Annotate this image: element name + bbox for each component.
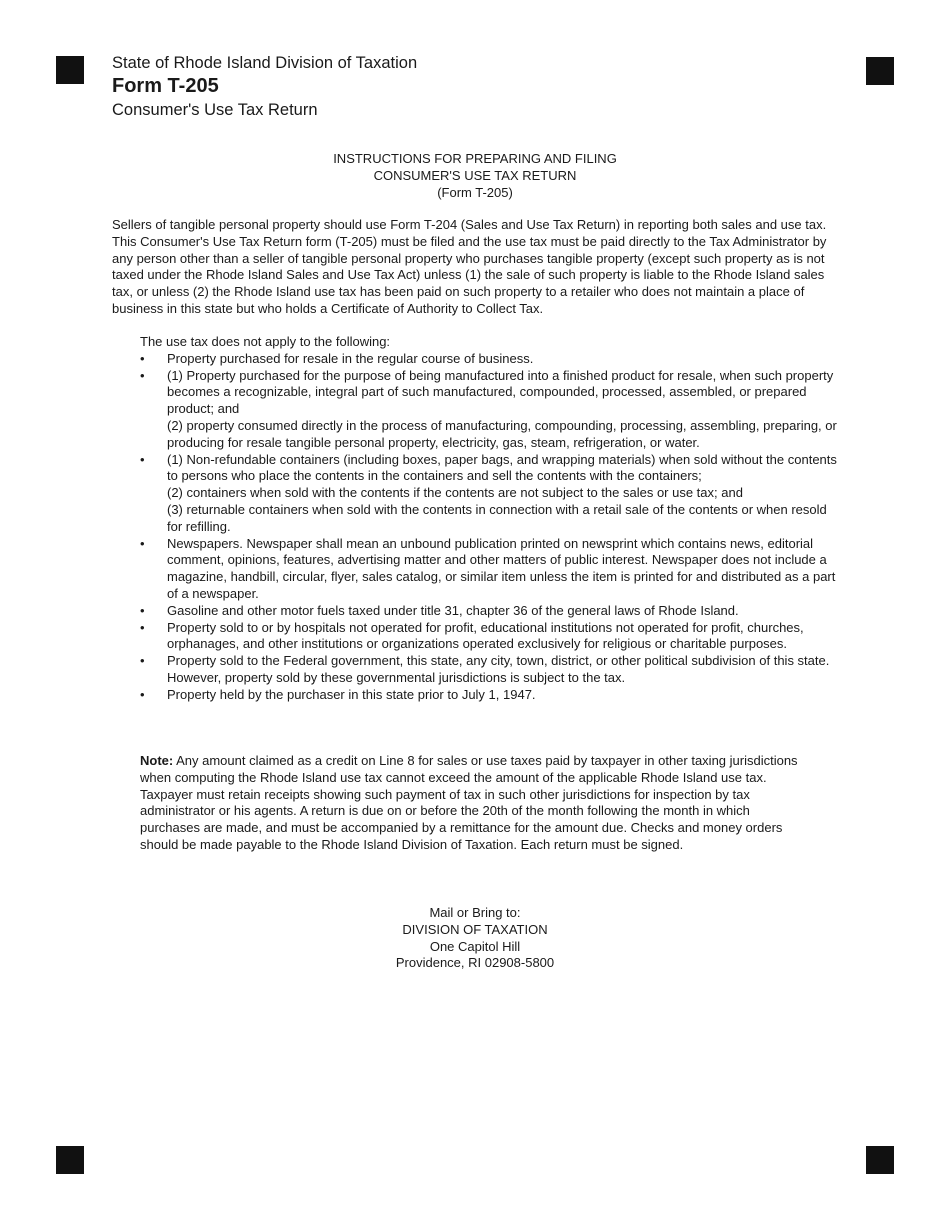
exemption-text: Property sold to the Federal government, this state, any city, town, district, or other political subdivision of this state. However, property sold by these governmental jurisdictions is subject to the tax. [167,653,830,685]
mail-agency: DIVISION OF TAXATION [402,921,548,937]
exemption-item [140,452,840,536]
exemption-item [140,653,840,687]
exemption-item [140,536,840,603]
exemption-text: Gasoline and other motor fuels taxed under title 31, chapter 36 of the general laws of Rhode Island. [167,602,739,618]
registration-mark-bottom-left [56,1146,84,1174]
exemptions-list [140,351,840,704]
form-title: Consumer's Use Tax Return [112,101,318,119]
note-label: Note: [140,753,174,768]
exemption-item [140,351,840,368]
registration-mark-bottom-right [866,1146,894,1174]
bullet-icon: • [140,686,145,702]
bullet-icon: • [140,367,145,383]
bullet-icon: • [140,653,145,669]
exemptions-section [140,334,840,704]
exemption-text: (1) Property purchased for the purpose of being manufactured into a finished product for resale, when such property becomes a recognizable, integral part of such manufactured, compounded, processed, assembled, or prepared product; and [167,367,834,417]
exemption-text: (3) returnable containers when sold with the contents in connection with a retail sale of the contents or when resold for refilling. [167,501,827,534]
mailing-address [0,905,950,972]
bullet-icon: • [140,619,145,635]
bullet-icon: • [140,350,145,366]
mail-city: Providence, RI 02908-5800 [395,955,555,971]
exemption-text: Property purchased for resale in the regular course of business. [167,350,534,366]
exemption-text: (1) Non-refundable containers (including boxes, paper bags, and wrapping materials) when sold without the contents to persons who place the contents in the containers and sell the contents with the containers; [167,451,837,484]
exemption-item [140,368,840,452]
exemption-text: Property sold to or by hospitals not operated for profit, educational institutions not operated for profit, churches, orphanages, and other institutions or organizations operated exclusively for religious or charitable purposes. [167,619,804,652]
form-number: Form T-205 [112,75,219,97]
exemption-text: Newspapers. Newspaper shall mean an unbound publication printed on newsprint which contains news, editorial comment, opinions, features, advertising matter and other matters of public interest. Newspaper does not include a magazine, handbill, circular, flyer, sales catalog, or similar item unless the item is printed for and distributed as a part of a newspaper. [167,535,836,601]
exemption-item [140,620,840,654]
agency-name: State of Rhode Island Division of Taxation [112,54,418,72]
exemption-item [140,687,840,704]
exemption-text: (2) property consumed directly in the process of manufacturing, compounding, processing, assembling, preparing, or producing for resale tangible personal property, electricity, gas, steam, refrigeration, or water. [167,417,837,450]
instructions-heading-line2: CONSUMER'S USE TAX RETURN [373,168,577,183]
exemption-item [140,603,840,620]
instructions-heading-line1: INSTRUCTIONS FOR PREPARING AND FILING [333,151,617,166]
bullet-icon: • [140,602,145,618]
mail-street: One Capitol Hill [429,938,521,954]
bullet-icon: • [140,451,145,467]
bullet-icon: • [140,535,145,551]
note-text: Any amount claimed as a credit on Line 8 for sales or use taxes paid by taxpayer in other taxing jurisdictions when computing the Rhode Island use tax cannot exceed the amount of the applicable Rhode Island use tax. Taxpayer must retain receipts showing such payment of tax in such other jurisdictions for inspection by tax administrator or his agents. A return is due on or before the 20th of the month following the month in which purchases are made, and must be accompanied by a remittance for the amount due. Checks and money orders should be made payable to the Rhode Island Division of Taxation. Each return must be signed. [140,753,798,852]
exemption-text: Property held by the purchaser in this state prior to July 1, 1947. [167,686,536,702]
note-paragraph [140,753,808,854]
registration-mark-top-right [866,57,894,85]
instructions-heading [0,150,950,201]
instructions-heading-line3: (Form T-205) [437,185,513,200]
exemptions-lead: The use tax does not apply to the following: [140,334,391,349]
intro-paragraph: Sellers of tangible personal property should use Form T-204 (Sales and Use Tax Return) in reporting both sales and use tax. This Consumer's Use Tax Return form (T-205) must be filed and the use tax must be paid directly to the Tax Administrator by any person other than a seller of tangible personal property who purchases tangible property (except such property as is not taxed under the Rhode Island Sales and Use Tax Act) unless (1) the sale of such property is liable to the Rhode Island sales tax, or unless (2) the Rhode Island use tax has been paid on such property to a retailer who does not maintain a place of business in this state but who holds a Certificate of Authority to Collect Tax. [112,217,827,316]
mail-instruction: Mail or Bring to: [429,905,521,920]
exemption-text: (2) containers when sold with the contents if the contents are not subject to the sales or use tax; and [167,485,743,501]
registration-mark-top-left [56,56,84,84]
